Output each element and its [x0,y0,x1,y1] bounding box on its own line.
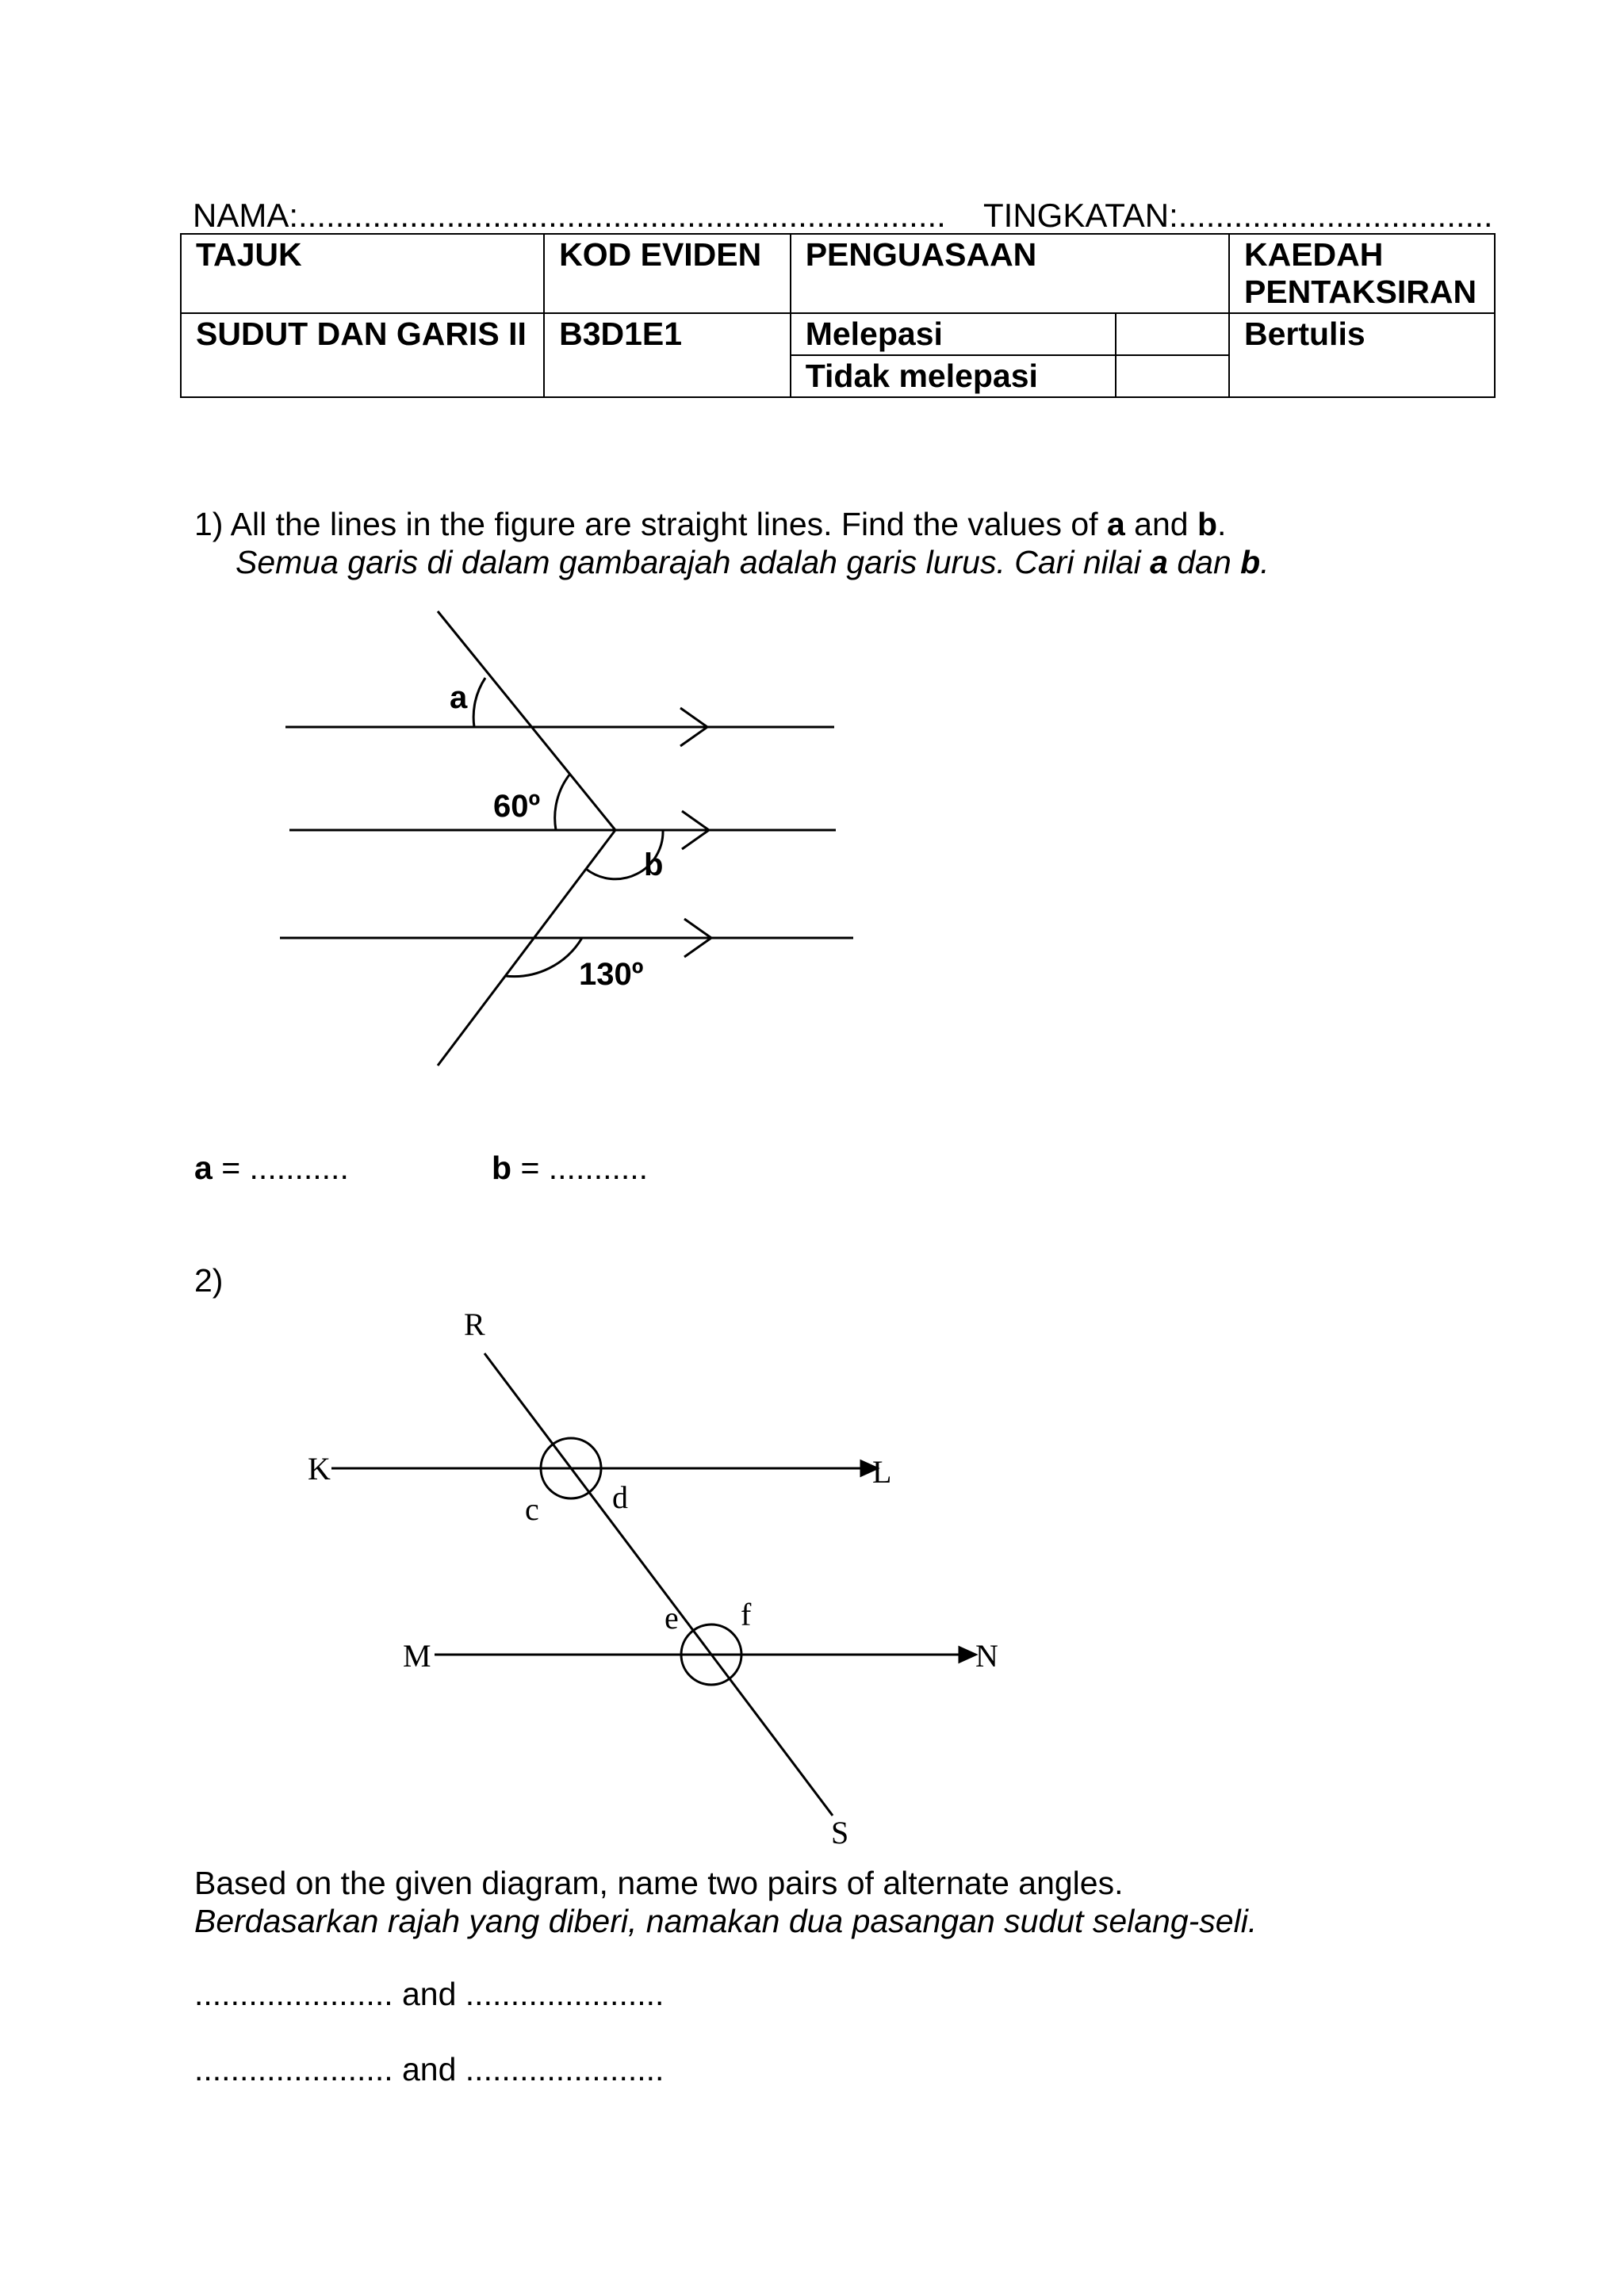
kod-eviden-value: B3D1E1 [544,313,791,397]
q1-ms-var-a: a [1150,544,1168,580]
q1-ms-var-b: b [1240,544,1261,580]
header-penguasaan: PENGUASAAN [791,234,1229,313]
penguasaan-melepasi: Melepasi [791,313,1116,355]
q1-en-and: and [1124,506,1197,542]
tajuk-value: SUDUT DAN GARIS II [181,313,544,397]
q1-en-part: All the lines in the figure are straight lines. Find the values of [230,506,1107,542]
header-tajuk: TAJUK [181,234,544,313]
penguasaan-tidak-melepasi: Tidak melepasi [791,355,1116,397]
transversal-lower [438,830,615,1066]
point-label-n: N [975,1638,998,1674]
angle-arc-130 [505,938,582,977]
question2-text-ms: Berdasarkan rajah yang diberi, namakan dua pasangan sudut selang-seli. [194,1903,1258,1939]
question2-text-en: Based on the given diagram, name two pairs of alternate angles. [194,1865,1124,1901]
angle-arc-60 [555,774,570,830]
nama-label: NAMA: [193,197,299,234]
angle-label-130: 130º [579,957,644,992]
kaedah-value: Bertulis [1229,313,1495,397]
angle-label-b: b [644,848,664,882]
q1-ms-and: dan [1167,544,1241,580]
answer-a-field[interactable] [194,1150,349,1187]
angle-label-f: f [741,1597,752,1632]
question1-number: 1) [194,506,224,542]
point-label-r: R [464,1307,485,1342]
question2-figure [0,1269,1624,1871]
q1-en-end: . [1217,506,1227,542]
header-kaedah-pentaksiran: KAEDAH PENTAKSIRAN [1229,234,1495,313]
point-label-k: K [308,1451,331,1487]
answer-b-label: b [492,1150,512,1186]
tingkatan-dots: .................................. [1178,197,1493,234]
question2-number: 2) [194,1262,224,1299]
answer-b-field[interactable] [492,1150,648,1187]
q1-ms-end: . [1260,544,1270,580]
q1-en-var-b: b [1197,506,1217,542]
angle-label-d: d [612,1479,628,1515]
point-label-l: L [872,1454,892,1490]
arrowhead-n [959,1647,975,1662]
angle-label-e: e [665,1600,679,1636]
q1-ms-part: Semua garis di dalam gambarajah adalah garis lurus. Cari nilai [236,544,1151,580]
header-kod-eviden: KOD EVIDEN [544,234,791,313]
line-rs [485,1353,833,1816]
q1-en-var-a: a [1106,506,1125,542]
answer-b-blank: = ........... [511,1150,649,1186]
answer-a-blank: = ........... [212,1150,349,1186]
point-label-m: M [403,1638,431,1674]
angle-label-60: 60º [493,789,541,824]
question1-figure [0,0,1624,1110]
answer-line-1[interactable]: ...................... and ...................... [194,1976,665,2012]
angle-arc-a [473,678,485,727]
point-label-s: S [831,1815,849,1850]
angle-label-a: a [450,680,468,715]
answer-line-2[interactable]: ...................... and ...................... [194,2051,665,2087]
answer-a-label: a [194,1150,213,1186]
nama-dots: ...................................................................... [298,197,946,234]
tingkatan-label: TINGKATAN: [983,197,1178,234]
angle-label-c: c [525,1491,539,1527]
